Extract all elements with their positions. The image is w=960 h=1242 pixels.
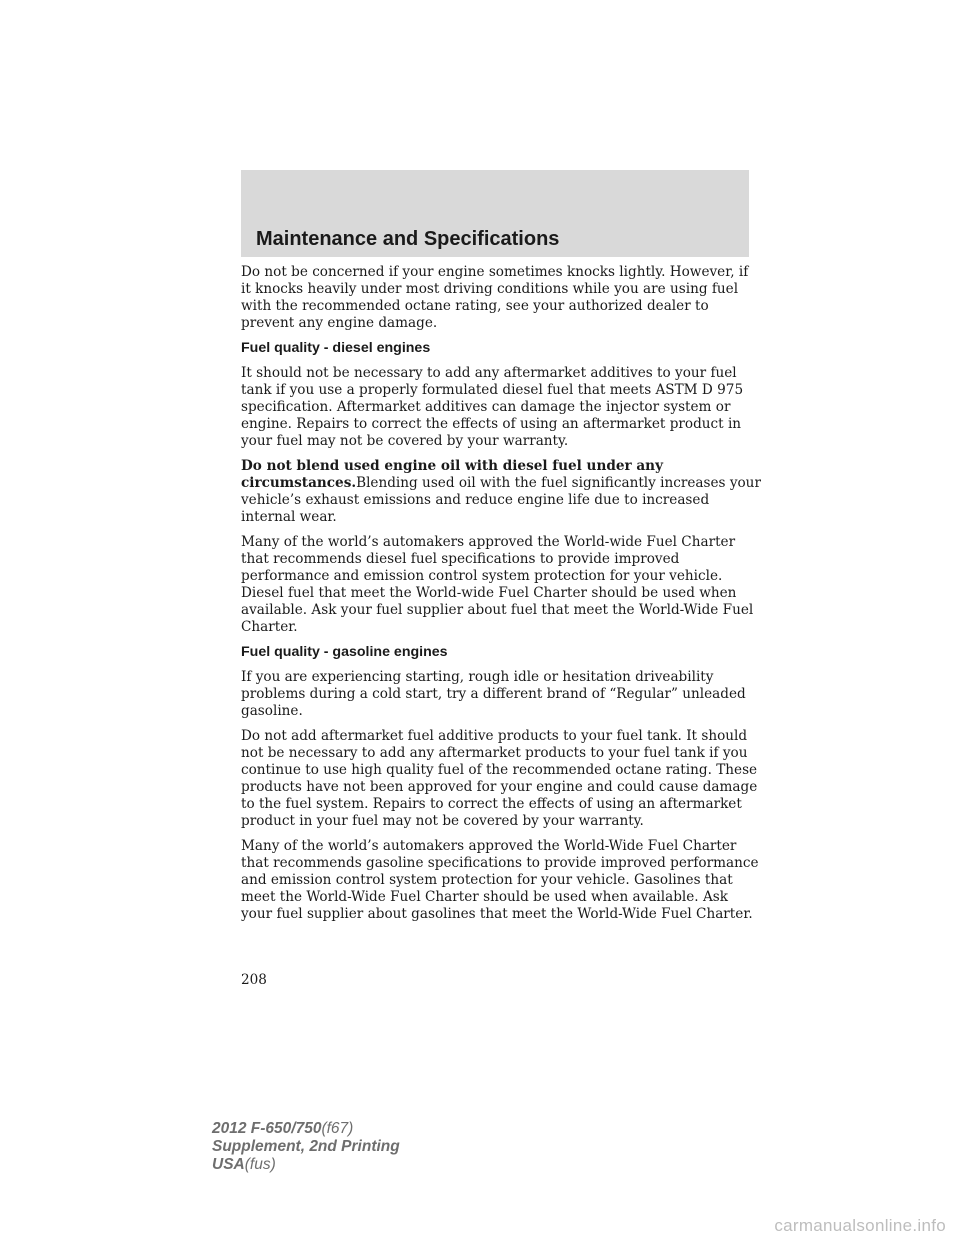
page-body	[241, 264, 761, 931]
watermark-text: carmanualsonline.info	[774, 1216, 946, 1235]
paragraph-diesel-additives: It should not be necessary to add any aftermarket additives to your fuel tank if you use a properly formulated diesel fuel that meets ASTM D 975 specification. Aftermarket additives can damage the injector system or engine. Repairs to correct the effects of using an aftermarket product in your fuel may not be covered by your warranty.	[241, 365, 744, 449]
used-oil-warning-bold: Do not blend used engine oil with diesel fuel under any circumstances.	[241, 458, 663, 491]
paragraph-engine-knock: Do not be concerned if your engine sometimes knocks lightly. However, if it knocks heavily under most driving conditions while you are using fuel with the recommended octane rating, see your authorized dealer to prevent any engine damage.	[241, 264, 749, 331]
page-number: 208	[241, 972, 267, 988]
heading-fuel-quality-gasoline: Fuel quality - gasoline engines	[241, 644, 448, 660]
footer-region: USA	[212, 1156, 245, 1173]
footer-model-line	[212, 1120, 400, 1138]
paragraph-used-oil-warning	[241, 458, 761, 526]
section-header-band	[241, 170, 749, 257]
used-oil-warning-text: Blending used oil with the fuel significantly increases your vehicle’s exhaust emissions and reduce engine life due to increased internal wear.	[241, 475, 761, 525]
paragraph-gasoline-fuel-charter: Many of the world’s automakers approved the World-Wide Fuel Charter that recommends gasoline specifications to provide improved performance and emission control system protection for your vehicle. Gasolines that meet the World-Wide Fuel Charter should be used when available. Ask your fuel supplier about gasolines that meet the World-Wide Fuel Charter.	[241, 838, 759, 922]
footer-printing-line: Supplement, 2nd Printing	[212, 1138, 400, 1155]
paragraph-gasoline-additives: Do not add aftermarket fuel additive products to your fuel tank. It should not be necessary to add any aftermarket products to your fuel tank if you continue to use high quality fuel of the recommended octane rating. These products have not been approved for your engine and could cause damage to the fuel system. Repairs to correct the effects of using an aftermarket product in your fuel may not be covered by your warranty.	[241, 728, 758, 829]
section-title: Maintenance and Specifications	[256, 228, 560, 250]
print-footer	[212, 1120, 400, 1174]
paragraph-diesel-fuel-charter: Many of the world’s automakers approved the World-wide Fuel Charter that recommends diesel fuel specifications to provide improved performance and emission control system protection for your vehicle. Diesel fuel that meet the World-wide Fuel Charter should be used when available. Ask your fuel supplier about fuel that meet the World-Wide Fuel Charter.	[241, 534, 754, 635]
footer-region-line	[212, 1156, 400, 1174]
footer-model: 2012 F-650/750	[212, 1120, 322, 1137]
paragraph-cold-start: If you are experiencing starting, rough idle or hesitation driveability problems during a cold start, try a different brand of “Regular” unleaded gasoline.	[241, 669, 746, 719]
footer-region-code: (fus)	[244, 1156, 276, 1173]
heading-fuel-quality-diesel: Fuel quality - diesel engines	[241, 340, 431, 356]
footer-model-code: (f67)	[321, 1120, 354, 1137]
